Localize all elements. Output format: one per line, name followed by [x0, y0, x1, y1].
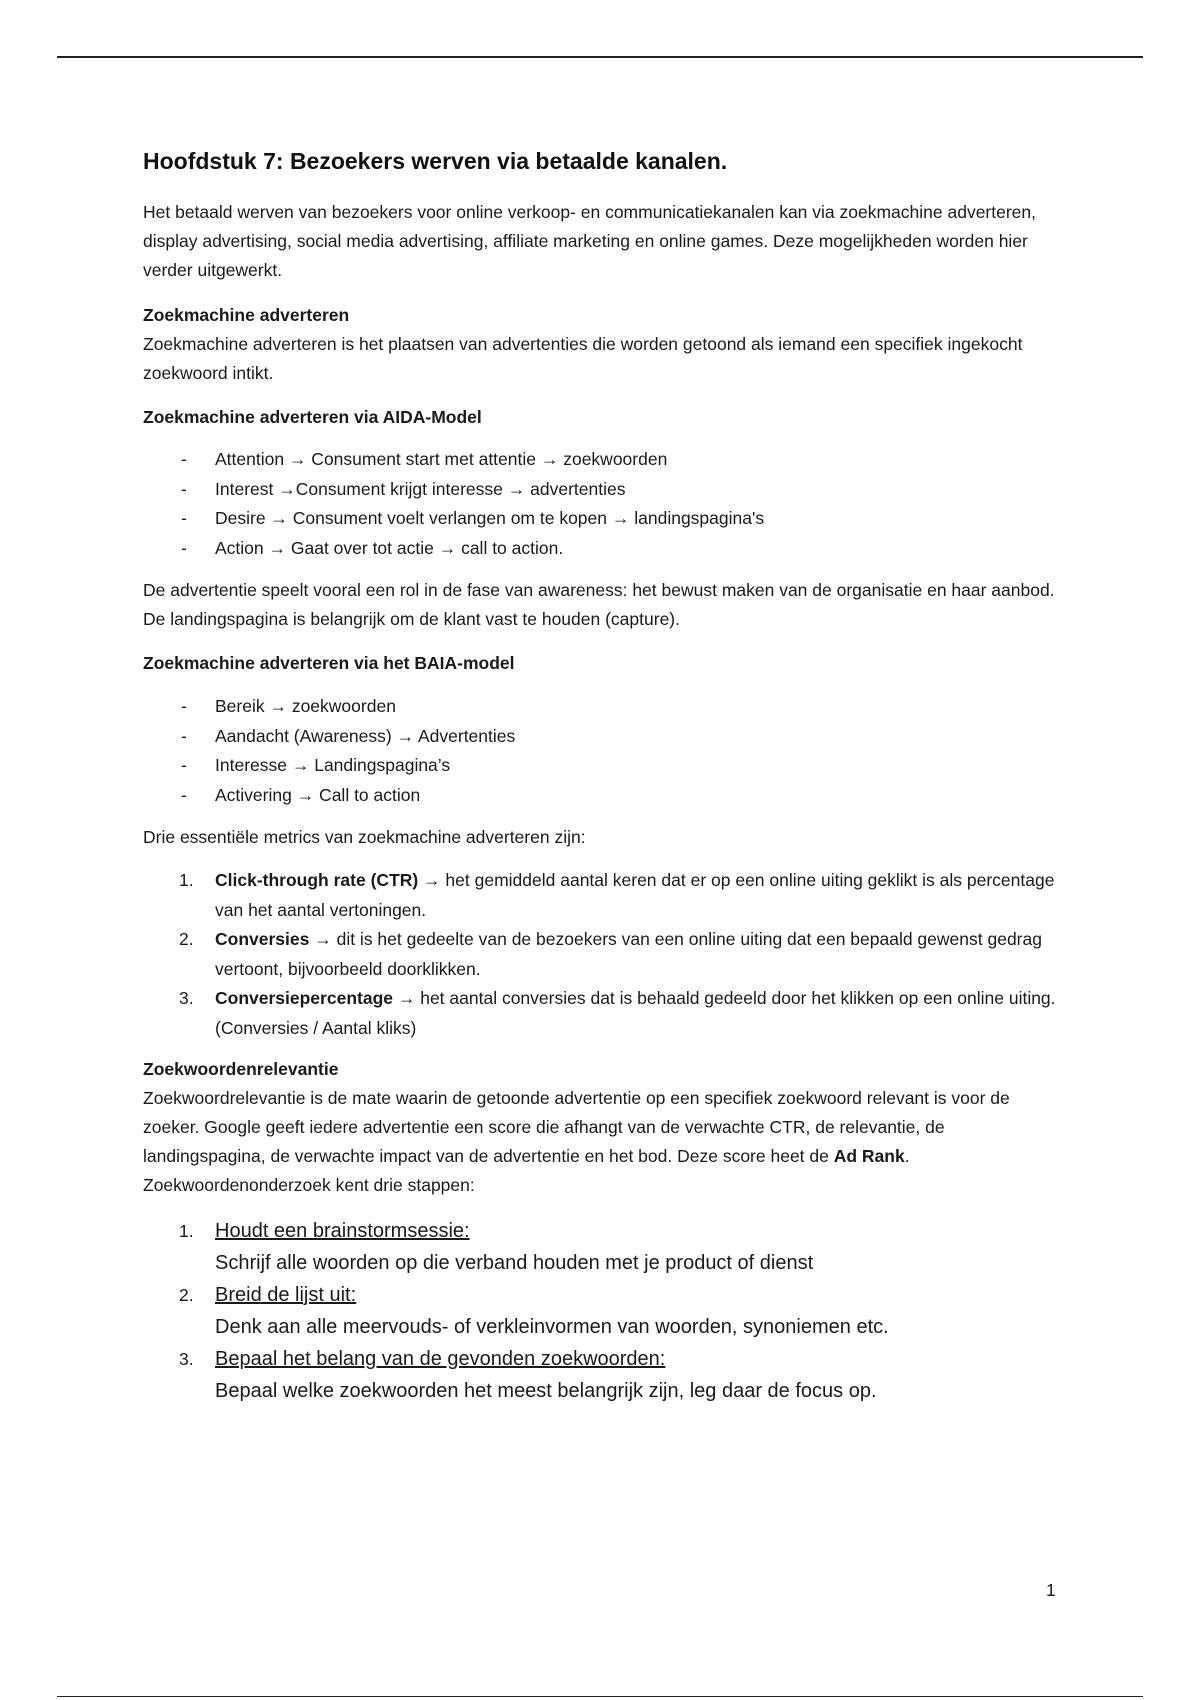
step-title: Bepaal het belang van de gevonden zoekwoorden:	[215, 1348, 666, 1370]
list-number: 2.	[179, 929, 194, 949]
dash-marker: -	[181, 537, 187, 558]
intro-paragraph: Het betaald werven van bezoekers voor online verkoop- en communicatiekanalen kan via zoekmachine adverteren, display advertising, social media advertising, affiliate marketing en online games. Deze mogelijkheden worden hier verder uitgewerkt.	[143, 202, 1037, 280]
list-item	[143, 1215, 1063, 1279]
dash-marker: -	[181, 755, 187, 775]
metric-term: Click-through rate (CTR) →	[215, 870, 441, 890]
metric-term: Conversiepercentage →	[215, 988, 416, 1008]
list-item: 2. Conversies → dit is het gedeelte van de bezoekers van een online uiting dat een bepaald gewenst gedrag vertoont, bijvoorbeeld doorklikken.	[143, 925, 1063, 984]
keyword-steps-list	[143, 1215, 1063, 1407]
dash-marker: -	[181, 508, 187, 528]
list-number: 1.	[179, 870, 194, 890]
list-item: - Interesse → Landingspagina’s	[143, 751, 1063, 781]
metrics-intro: Drie essentiële metrics van zoekmachine adverteren zijn:	[143, 827, 586, 847]
baia-list	[143, 692, 1063, 810]
aida-list	[143, 445, 1063, 563]
list-item: - Desire → Consument voelt verlangen om te kopen → landingspagina's	[143, 504, 1063, 534]
metrics-list	[143, 866, 1063, 1043]
section-paragraph: Zoekmachine adverteren is het plaatsen van advertenties die worden getoond als iemand een specifiek ingekocht zoekwoord intikt.	[143, 334, 1023, 383]
list-item: 3. Conversiepercentage → het aantal conversies dat is behaald gedeeld door het klikken op een online uiting. (Conversies / Aantal kliks)	[143, 984, 1063, 1043]
dash-marker: -	[181, 725, 187, 746]
list-item	[143, 1343, 1063, 1407]
section-paragraph: Zoekwoordrelevantie is de mate waarin de getoonde advertentie op een specifiek zoekwoord relevant is voor de zoeker. Google geeft iedere advertentie een score die afhangt van de verwachte CTR, de relevantie, de landingspagina, de verwachte impact van de advertentie en het bod. Deze score heet de Ad Rank. Zoekwoordenonderzoek kent drie stappen:	[143, 1088, 1010, 1195]
header-rule	[57, 56, 1143, 58]
step-text: Schrijf alle woorden op die verband houden met je product of dienst	[215, 1252, 814, 1274]
dash-marker: -	[181, 478, 187, 499]
aida-heading: Zoekmachine adverteren via AIDA-Model	[143, 407, 482, 427]
metric-term: Conversies →	[215, 929, 332, 949]
list-item: - Bereik → zoekwoorden	[143, 692, 1063, 722]
step-text: Bepaal welke zoekwoorden het meest belangrijk zijn, leg daar de focus op.	[215, 1380, 877, 1402]
step-text: Denk aan alle meervouds- of verkleinvormen van woorden, synoniemen etc.	[215, 1316, 889, 1338]
list-item: 1. Click-through rate (CTR) → het gemiddeld aantal keren dat er op een online uiting geklikt is als percentage van het aantal vertoningen.	[143, 866, 1063, 925]
list-number: 3.	[179, 1349, 194, 1369]
chapter-title: Hoofdstuk 7: Bezoekers werven via betaalde kanalen.	[143, 148, 728, 174]
list-item: - Aandacht (Awareness) → Advertenties	[143, 722, 1063, 752]
section-search-advertising	[143, 301, 1063, 388]
step-title: Houdt een brainstormsessie:	[215, 1220, 470, 1242]
footer-rule	[57, 1696, 1143, 1697]
section-keyword-relevance	[143, 1055, 1063, 1200]
list-number: 3.	[179, 988, 194, 1008]
aida-explanation: De advertentie speelt vooral een rol in de fase van awareness: het bewust maken van de organisatie en haar aanbod. De landingspagina is belangrijk om de klant vast te houden (capture).	[143, 580, 1055, 629]
list-item	[143, 1279, 1063, 1343]
dash-marker: -	[181, 696, 187, 716]
step-title: Breid de lijst uit:	[215, 1284, 357, 1306]
dash-marker: -	[181, 449, 187, 469]
ad-rank-term: Ad Rank	[833, 1146, 905, 1166]
baia-heading: Zoekmachine adverteren via het BAIA-model	[143, 653, 515, 673]
section-heading: Zoekwoordenrelevantie	[143, 1059, 339, 1079]
dash-marker: -	[181, 784, 187, 805]
list-item: - Interest →Consument krijgt interesse → advertenties	[143, 475, 1063, 505]
list-number: 2.	[179, 1285, 194, 1305]
list-item: - Activering → Call to action	[143, 781, 1063, 811]
list-item: - Attention → Consument start met attentie → zoekwoorden	[143, 445, 1063, 475]
section-heading: Zoekmachine adverteren	[143, 305, 350, 325]
list-item: - Action → Gaat over tot actie → call to action.	[143, 534, 1063, 564]
document-page	[143, 144, 1063, 1419]
page-number: 1	[1046, 1580, 1056, 1600]
list-number: 1.	[179, 1221, 194, 1241]
